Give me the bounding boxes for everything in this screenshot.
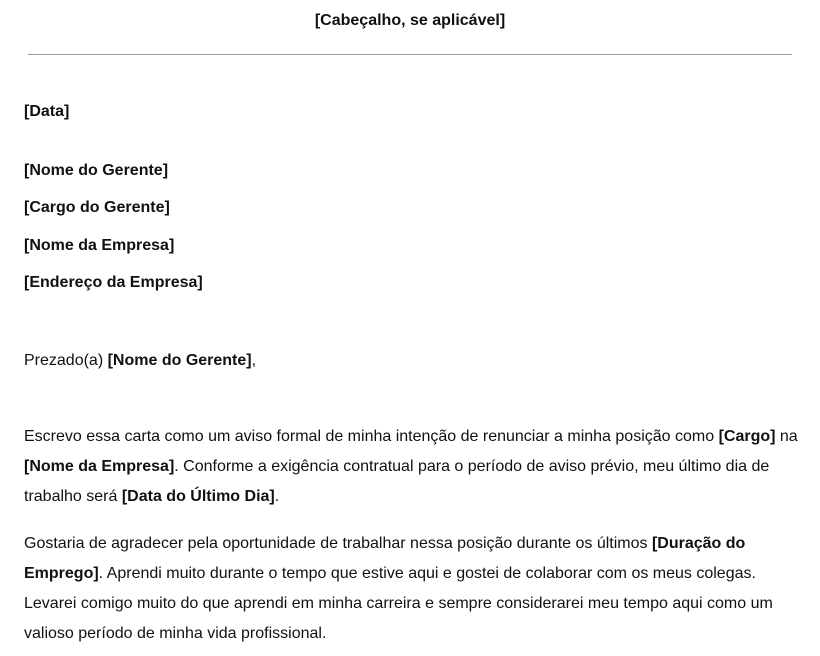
- paragraph1-text-1: Escrevo essa carta como um aviso formal de minha intenção de renunciar a minha posição como: [24, 428, 719, 445]
- salutation-suffix: ,: [251, 352, 257, 369]
- body-paragraph-2: [24, 529, 800, 649]
- date-placeholder: [Data]: [24, 103, 70, 120]
- company-name-placeholder: [Nome da Empresa]: [24, 237, 175, 254]
- salutation: [24, 350, 256, 372]
- paragraph2-text-2: . Aprendi muito durante o tempo que estive aqui e gostei de colaborar com os meus colegas. Levarei comigo muito do que aprendi em minha carreira e sempre considerarei meu tempo aqui como um valioso período de minha vida profissional.: [24, 565, 773, 642]
- last-day-placeholder: [Data do Último Dia]: [121, 488, 275, 505]
- paragraph1-text-2: na: [775, 428, 798, 445]
- body-paragraph-1: [24, 422, 800, 512]
- employment-duration-placeholder: [Duração do Emprego]: [24, 535, 746, 582]
- paragraph2-text-1: Gostaria de agradecer pela oportunidade de trabalhar nessa posição durante os últimos: [24, 535, 652, 552]
- manager-title-placeholder: [Cargo do Gerente]: [24, 199, 170, 216]
- paragraph1-text-3: . Conforme a exigência contratual para o período de aviso prévio, meu último dia de trabalho será: [24, 458, 770, 505]
- manager-name-placeholder: [Nome do Gerente]: [24, 162, 169, 179]
- salutation-name: [Nome do Gerente]: [107, 352, 252, 369]
- position-placeholder: [Cargo]: [718, 428, 776, 445]
- document-header: [Cabeçalho, se aplicável]: [314, 12, 506, 29]
- paragraph1-text-4: .: [274, 488, 280, 505]
- header-divider: [28, 54, 792, 55]
- salutation-prefix: Prezado(a): [24, 352, 108, 369]
- company-address-placeholder: [Endereço da Empresa]: [24, 274, 203, 291]
- company-placeholder: [Nome da Empresa]: [24, 458, 175, 475]
